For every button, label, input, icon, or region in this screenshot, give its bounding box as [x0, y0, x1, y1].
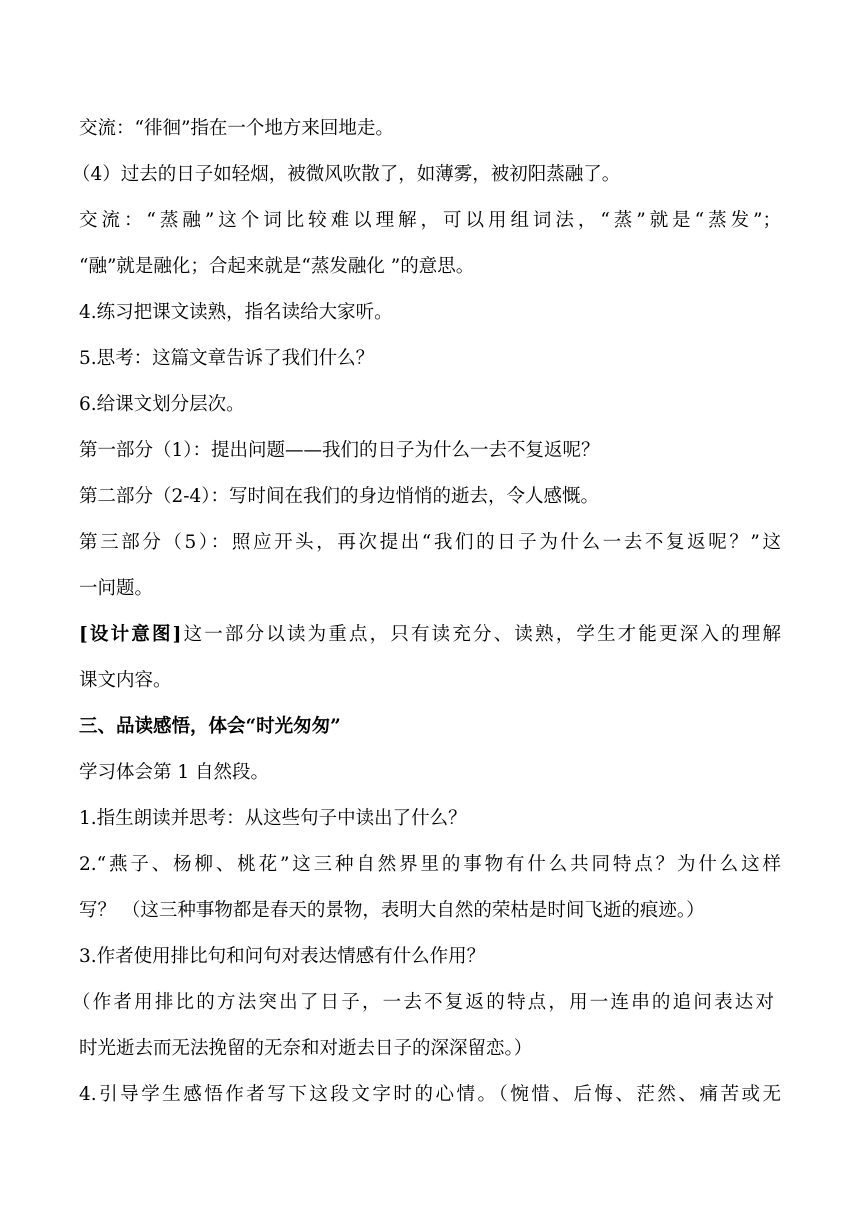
section-heading: 三、品读感悟，体会“时光匆匆” [79, 716, 341, 737]
paragraph-line: 4.练习把课文读熟，指名读给大家听。 [79, 302, 393, 323]
paragraph-line: 写？ （这三种事物都是春天的景物，表明大自然的荣枯是时间飞逝的痕迹。） [79, 900, 705, 921]
paragraph-line: 学习体会第 1 自然段。 [79, 762, 270, 783]
paragraph-line: 交流：“徘徊”指在一个地方来回地走。 [79, 118, 394, 139]
paragraph-line: 时光逝去而无法挽留的无奈和对逝去日子的深深留恋。） [79, 1038, 533, 1059]
paragraph-line: 4.引导学生感悟作者写下这段文字时的心情。（惋惜、后悔、茫然、痛苦或无 [79, 1084, 781, 1105]
design-intent-line [79, 623, 781, 647]
paragraph-line: （4）过去的日子如轻烟，被微风吹散了，如薄雾，被初阳蒸融了。 [72, 164, 621, 185]
paragraph-line: 6.给课文划分层次。 [79, 394, 245, 415]
design-intent-text: 这一部分以读为重点，只有读充分、读熟，学生才能更深入的理解 [181, 624, 781, 645]
paragraph-line: 第一部分（1）：提出问题——我们的日子为什么一去不复返呢？ [79, 440, 600, 461]
paragraph-line: 3.作者使用排比句和问句对表达情感有什么作用？ [79, 946, 486, 967]
paragraph-line: 1.指生朗读并思考：从这些句子中读出了什么？ [79, 808, 467, 829]
design-intent-tag: [设计意图] [79, 624, 182, 645]
paragraph-line: （作者用排比的方法突出了日子，一去不复返的特点，用一连串的追问表达对 [72, 992, 774, 1013]
paragraph-line: 一问题。 [79, 578, 154, 599]
paragraph-line: “融”就是融化；合起来就是“蒸发融化 ”的意思。 [79, 256, 475, 277]
paragraph-line: 第二部分（2-4）：写时间在我们的身边悄悄的逝去，令人感慨。 [79, 486, 600, 507]
paragraph-line: 课文内容。 [79, 670, 172, 691]
paragraph-line: 2.“燕子、杨柳、桃花”这三种自然界里的事物有什么共同特点？为什么这样 [79, 854, 781, 875]
paragraph-line: 5.思考：这篇文章告诉了我们什么？ [79, 348, 375, 369]
paragraph-line: 交流：“蒸融”这个词比较难以理解，可以用组词法，“蒸”就是“蒸发”； [79, 210, 781, 231]
paragraph-line: 第三部分（5）：照应开头，再次提出“我们的日子为什么一去不复返呢？”这 [79, 532, 781, 553]
